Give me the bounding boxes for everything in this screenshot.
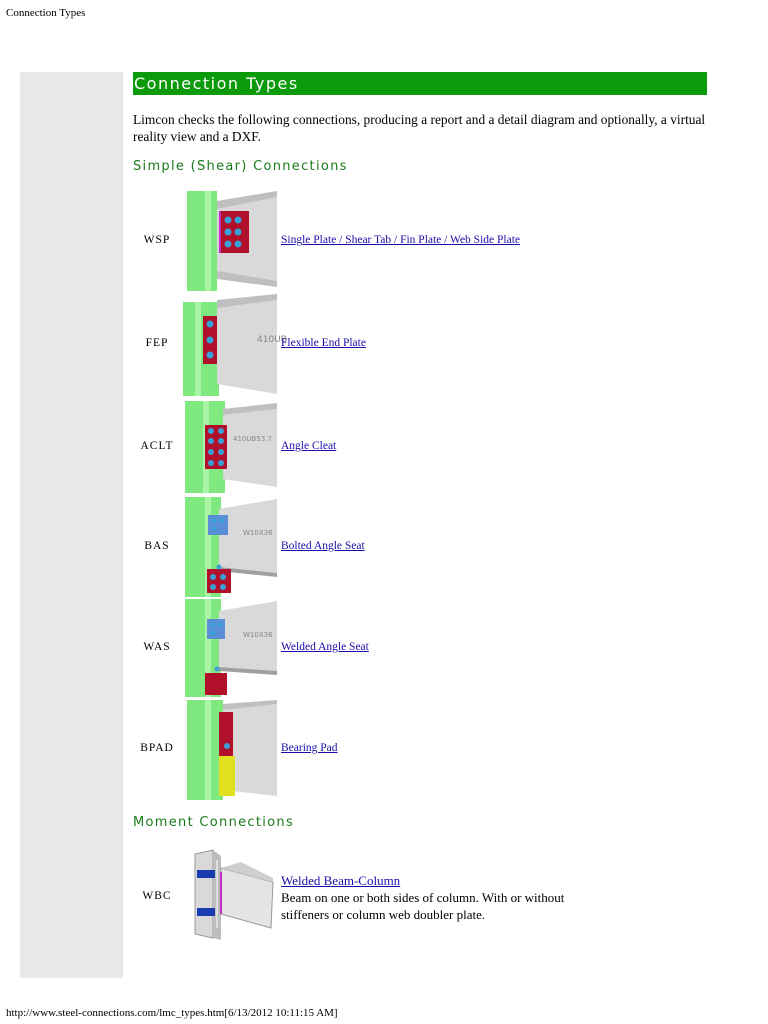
wbc-thumbnail[interactable] — [183, 848, 277, 940]
link-bas[interactable]: Bolted Angle Seat — [281, 540, 365, 552]
fep-thumbnail[interactable] — [183, 294, 287, 396]
print-header: Connection Types — [6, 7, 86, 19]
print-footer: http://www.steel-connections.com/lmc_types.htm[6/13/2012 10:11:15 AM] — [6, 1007, 338, 1019]
wsp-thumbnail[interactable] — [183, 191, 277, 291]
link-aclt[interactable]: Angle Cleat — [281, 440, 337, 452]
link-wbc[interactable]: Welded Beam-Column — [281, 873, 401, 888]
fep-beam-text: 410UB — [257, 335, 287, 345]
code-was: WAS — [143, 641, 171, 653]
sidebar — [20, 72, 123, 978]
wbc-description-block — [281, 872, 581, 923]
wbc-description: Beam on one or both sides of column. With or without stiffeners or column web doubler plate. — [281, 890, 565, 922]
code-bas: BAS — [144, 540, 170, 552]
code-fep: FEP — [145, 337, 169, 349]
code-wsp: WSP — [143, 234, 171, 246]
code-bpad: BPAD — [140, 742, 174, 754]
section-heading-simple: Simple (Shear) Connections — [133, 159, 348, 174]
was-beam-text: W10X36 — [243, 631, 273, 639]
intro-paragraph: Limcon checks the following connections, producing a report and a detail diagram and optionally, a virtual reality view and a DXF. — [133, 112, 706, 144]
aclt-beam-text: 410UB53.7 — [233, 435, 272, 443]
section-heading-moment: Moment Connections — [133, 815, 295, 830]
aclt-thumbnail[interactable] — [183, 401, 277, 493]
was-thumbnail[interactable] — [183, 599, 277, 697]
link-was[interactable]: Welded Angle Seat — [281, 641, 369, 653]
page-title: Connection Types — [133, 72, 707, 95]
link-wsp[interactable]: Single Plate / Shear Tab / Fin Plate / Web Side Plate — [281, 234, 521, 246]
link-bpad[interactable]: Bearing Pad — [281, 742, 338, 754]
bpad-thumbnail[interactable] — [183, 700, 277, 800]
bas-beam-text: W10X36 — [243, 529, 273, 537]
code-aclt: ACLT — [140, 440, 174, 452]
link-fep[interactable]: Flexible End Plate — [281, 337, 366, 349]
code-wbc: WBC — [142, 890, 172, 902]
bas-thumbnail[interactable] — [183, 497, 277, 597]
